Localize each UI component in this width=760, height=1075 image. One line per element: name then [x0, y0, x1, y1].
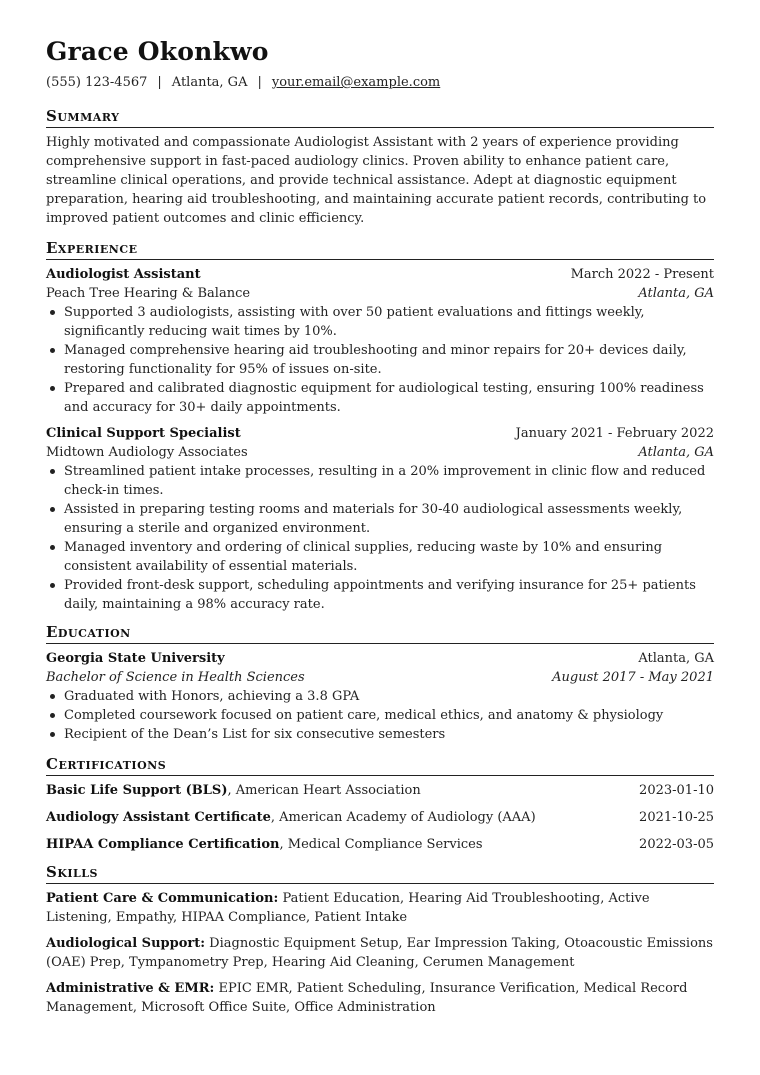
bullet-icon — [50, 545, 55, 550]
degree-name: Bachelor of Science in Health Sciences — [46, 670, 305, 685]
bullet-text: Prepared and calibrated diagnostic equipment for audiological testing, ensuring 100% readiness and accuracy for 30+ daily appointments. — [64, 381, 704, 415]
bullet-icon — [50, 469, 55, 474]
skill-category: Audiological Support: — [46, 936, 206, 951]
skill-items: Patient Education, Hearing Aid Troubleshooting, Active Listening, Empathy, HIPAA Compliance, Patient Intake — [46, 891, 650, 925]
summary-text: Highly motivated and compassionate Audiologist Assistant with 2 years of experience providing comprehensive support in fast-paced audiology clinics. Proven ability to enhance patient care, streamline clinical operations, and provide technical assistance. Adept at diagnostic equipment preparation, hearing aid troubleshooting, and maintaining accurate patient records, contributing to improved patient outcomes and clinic efficiency. — [46, 135, 707, 226]
certification-name: Audiology Assistant Certificate — [46, 810, 271, 825]
school-name: Georgia State University — [46, 651, 225, 666]
job-dates: March 2022 - Present — [570, 267, 714, 282]
bullet-text: Provided front-desk support, scheduling appointments and verifying insurance for 25+ patients daily, maintaining a 98% accuracy rate. — [64, 578, 696, 612]
bullet-text: Recipient of the Dean’s List for six consecutive semesters — [64, 727, 446, 742]
skill-category: Patient Care & Communication: — [46, 891, 279, 906]
certification-date: 2021-10-25 — [639, 810, 714, 825]
job-location: Atlanta, GA — [638, 286, 714, 301]
job-title: Clinical Support Specialist — [46, 426, 241, 441]
education-dates: August 2017 - May 2021 — [552, 670, 714, 685]
location: Atlanta, GA — [171, 75, 248, 90]
certification-date: 2022-03-05 — [639, 837, 714, 852]
bullet-text: Managed comprehensive hearing aid troubleshooting and minor repairs for 20+ devices daily, restoring functionality for 95% of issues on-site. — [64, 343, 687, 377]
bullet-icon — [50, 713, 55, 718]
certification-date: 2023-01-10 — [639, 783, 714, 798]
bullet-icon — [50, 507, 55, 512]
certification-row — [46, 808, 714, 827]
list-item — [46, 500, 714, 538]
bullet-icon — [50, 348, 55, 353]
bullet-icon — [50, 694, 55, 699]
section-title-skills: Skills — [46, 862, 714, 884]
list-item — [46, 687, 714, 706]
job-bullets — [46, 303, 714, 417]
bullet-text: Streamlined patient intake processes, resulting in a 20% improvement in clinic flow and reduced check-in times. — [64, 464, 706, 498]
bullet-icon — [50, 386, 55, 391]
bullet-text: Graduated with Honors, achieving a 3.8 GPA — [64, 689, 360, 704]
section-title-certifications: Certifications — [46, 754, 714, 776]
list-item — [46, 341, 714, 379]
company-name: Peach Tree Hearing & Balance — [46, 286, 251, 301]
list-item — [46, 538, 714, 576]
certification-issuer: , American Heart Association — [227, 783, 421, 798]
skill-category: Administrative & EMR: — [46, 981, 215, 996]
section-title-summary: Summary — [46, 106, 714, 128]
contact-separator: | — [157, 75, 162, 90]
bullet-text: Supported 3 audiologists, assisting with over 50 patient evaluations and fittings weekly, significantly reducing wait times by 10%. — [64, 305, 645, 339]
list-item — [46, 462, 714, 500]
experience-entry — [46, 424, 714, 614]
company-name: Midtown Audiology Associates — [46, 445, 248, 460]
certification-row — [46, 835, 714, 854]
job-bullets — [46, 462, 714, 614]
bullet-icon — [50, 583, 55, 588]
job-location: Atlanta, GA — [638, 445, 714, 460]
list-item — [46, 379, 714, 417]
section-title-education: Education — [46, 622, 714, 644]
candidate-name: Grace Okonkwo — [46, 37, 269, 66]
bullet-icon — [50, 310, 55, 315]
contact-line — [46, 74, 714, 92]
bullet-text: Completed coursework focused on patient care, medical ethics, and anatomy & physiology — [64, 708, 664, 723]
list-item — [46, 725, 714, 744]
certification-name: Basic Life Support (BLS) — [46, 783, 228, 798]
education-bullets — [46, 687, 714, 744]
skill-items: Diagnostic Equipment Setup, Ear Impression Taking, Otoacoustic Emissions (OAE) Prep, Tympanometry Prep, Hearing Aid Cleaning, Cerumen Management — [46, 936, 713, 970]
skill-group — [46, 934, 714, 972]
job-title: Audiologist Assistant — [46, 267, 201, 282]
list-item — [46, 576, 714, 614]
bullet-text: Assisted in preparing testing rooms and materials for 30-40 audiological assessments weekly, ensuring a sterile and organized environment. — [64, 502, 683, 536]
certification-row — [46, 781, 714, 800]
education-entry — [46, 649, 714, 744]
certification-issuer: , Medical Compliance Services — [279, 837, 483, 852]
bullet-text: Managed inventory and ordering of clinical supplies, reducing waste by 10% and ensuring consistent availability of essential materials. — [64, 540, 663, 574]
email-link[interactable]: your.email@example.com — [271, 75, 441, 90]
skill-items: EPIC EMR, Patient Scheduling, Insurance Verification, Medical Record Management, Microsoft Office Suite, Office Administration — [46, 981, 688, 1015]
list-item — [46, 303, 714, 341]
phone-number: (555) 123-4567 — [46, 75, 148, 90]
certification-name: HIPAA Compliance Certification — [46, 837, 280, 852]
skill-group — [46, 889, 714, 927]
section-title-experience: Experience — [46, 238, 714, 260]
list-item — [46, 706, 714, 725]
experience-entry — [46, 265, 714, 417]
certification-issuer: , American Academy of Audiology (AAA) — [270, 810, 536, 825]
bullet-icon — [50, 732, 55, 737]
skill-group — [46, 979, 714, 1017]
contact-separator: | — [257, 75, 262, 90]
school-location: Atlanta, GA — [638, 651, 714, 666]
job-dates: January 2021 - February 2022 — [515, 426, 714, 441]
